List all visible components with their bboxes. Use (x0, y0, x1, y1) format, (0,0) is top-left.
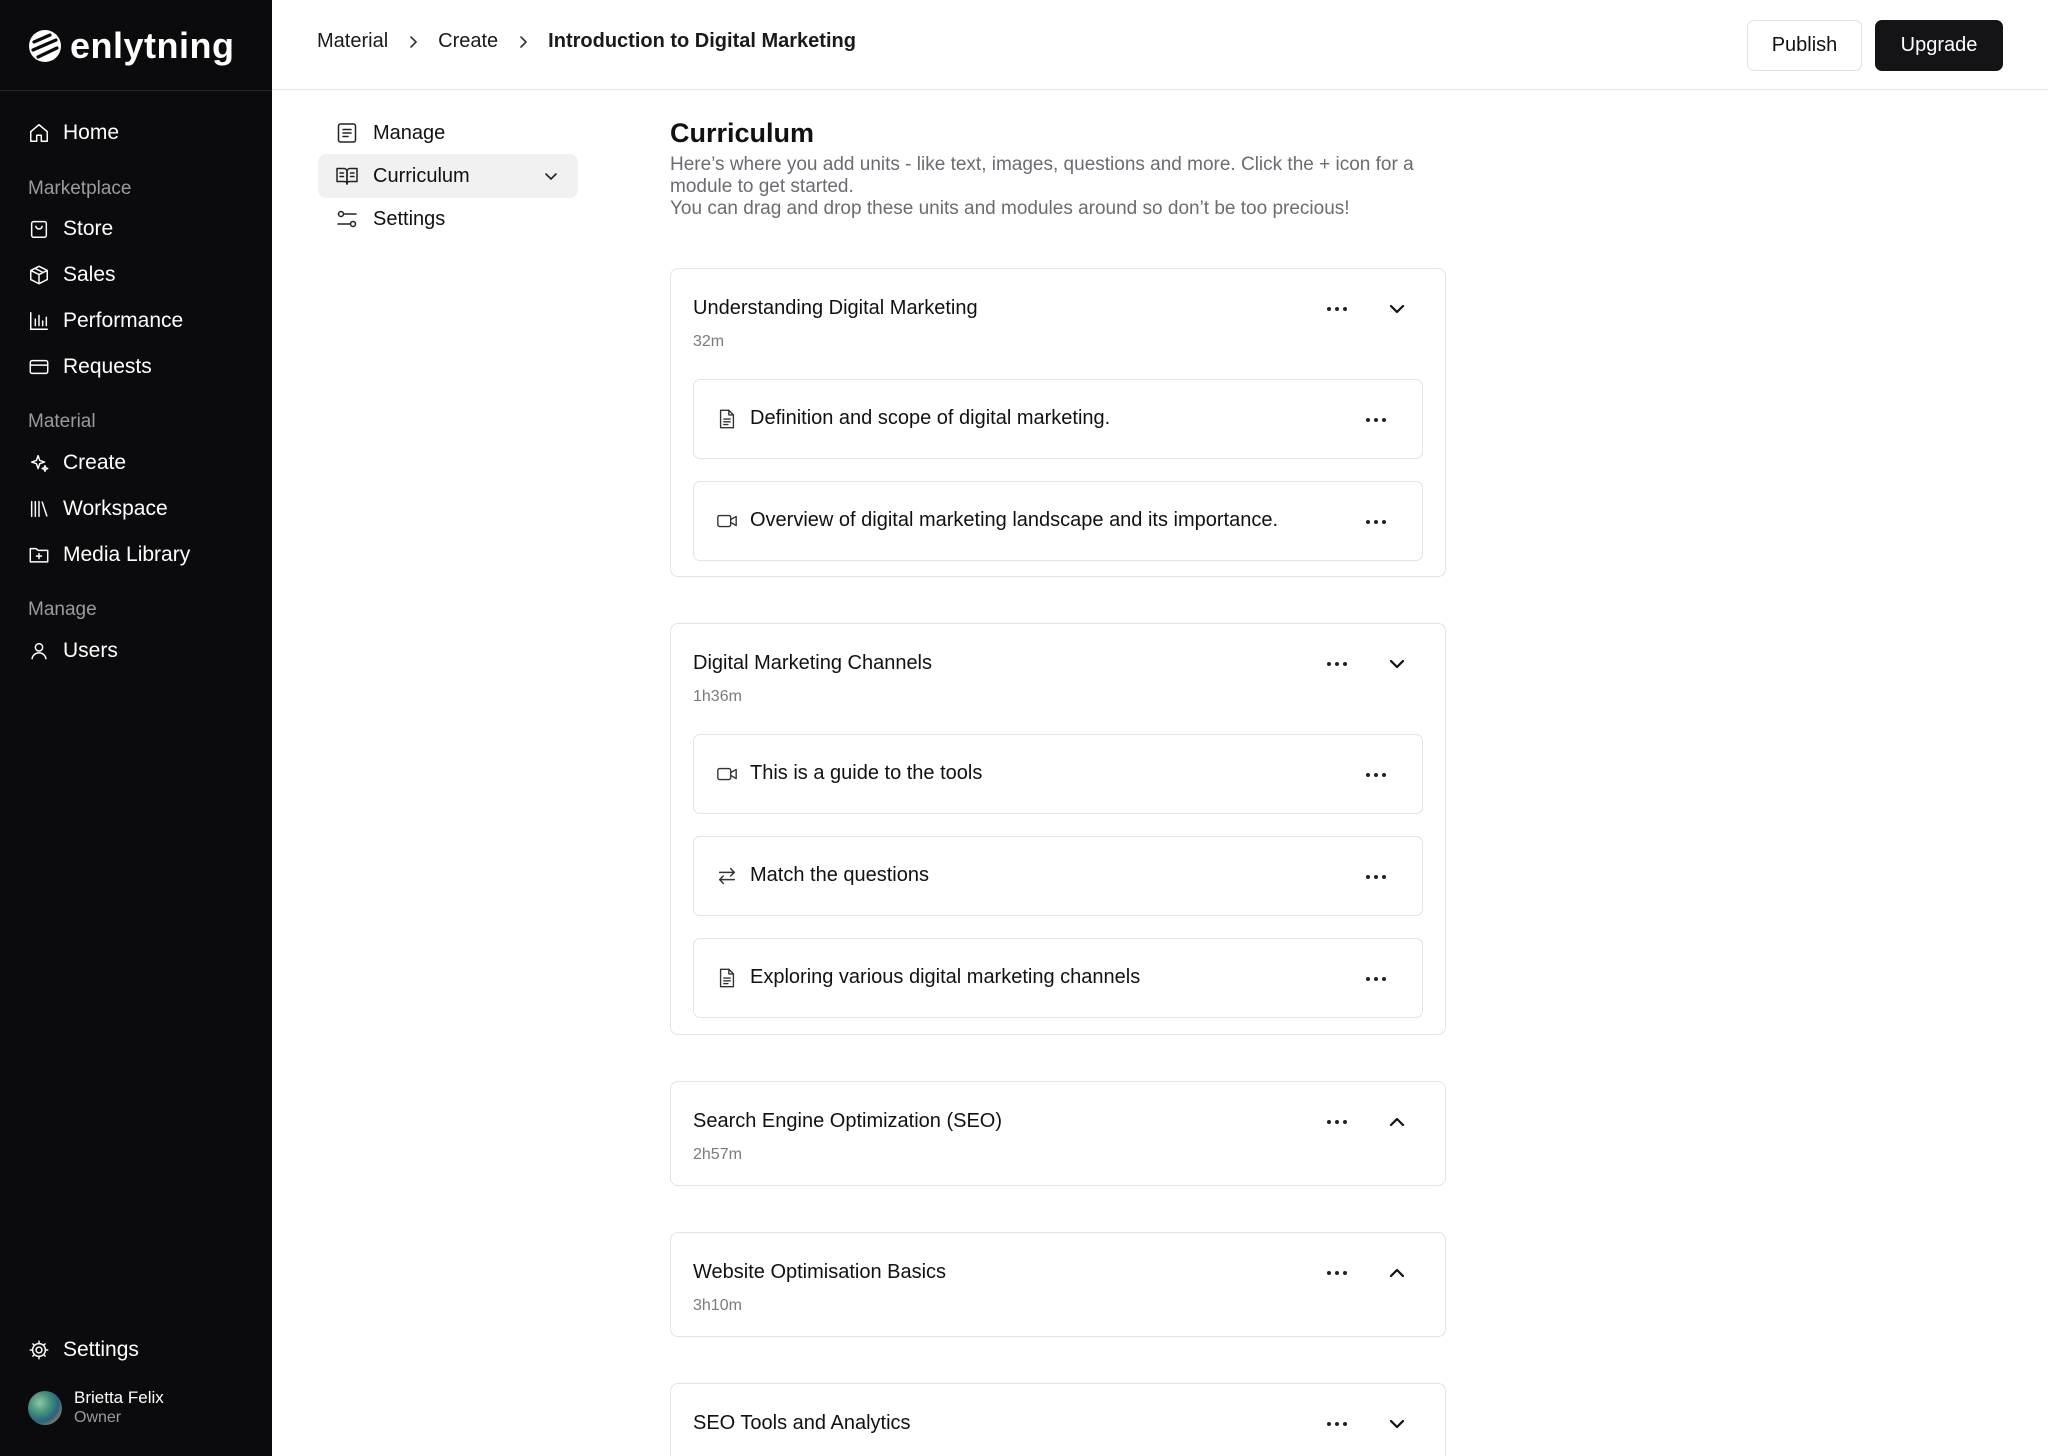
more-horizontal-icon[interactable] (1321, 1261, 1353, 1285)
publish-button[interactable]: Publish (1747, 20, 1862, 71)
unit-title: This is a guide to the tools (750, 762, 983, 784)
logo[interactable] (28, 22, 235, 70)
sidebar-item-label: Create (63, 451, 127, 474)
module-title[interactable]: Digital Marketing Channels (693, 652, 933, 674)
unit-title: Match the questions (750, 864, 929, 886)
module-title[interactable]: Search Engine Optimization (SEO) (693, 1110, 1003, 1132)
sidebar-item-requests[interactable] (28, 349, 152, 385)
unit-title: Overview of digital marketing landscape and its importance. (750, 509, 1279, 531)
credit-card-icon (28, 356, 50, 378)
sidebar-item-label: Media Library (63, 543, 191, 566)
more-horizontal-icon[interactable] (1321, 297, 1353, 321)
user-profile[interactable] (28, 1388, 164, 1428)
more-horizontal-icon[interactable] (1360, 408, 1392, 432)
more-horizontal-icon[interactable] (1360, 967, 1392, 991)
sidebar-item-label: Store (63, 217, 114, 240)
chevron-up-icon[interactable] (1385, 1261, 1409, 1285)
home-icon (28, 122, 50, 144)
breadcrumb-item-create[interactable]: Create (438, 30, 499, 52)
arrows-swap-icon (716, 865, 738, 887)
unit-item[interactable] (693, 481, 1423, 561)
chevron-down-icon[interactable] (1385, 297, 1409, 321)
subnav-item-manage[interactable] (318, 111, 578, 155)
unit-item[interactable] (693, 836, 1423, 916)
module-title[interactable]: Understanding Digital Marketing (693, 297, 978, 319)
module-card[interactable] (670, 1383, 1446, 1456)
module-title[interactable]: SEO Tools and Analytics (693, 1412, 911, 1434)
chevron-down-icon[interactable] (1385, 652, 1409, 676)
chevron-down-icon[interactable] (542, 167, 560, 185)
subnav-item-curriculum[interactable] (318, 154, 578, 198)
module-duration: 1h36m (693, 688, 742, 705)
breadcrumb (317, 30, 856, 53)
page-description (670, 154, 1470, 220)
sidebar-item-sales[interactable] (28, 257, 116, 293)
sidebar-group-marketplace: Marketplace (28, 178, 132, 199)
subnav-item-label: Manage (373, 121, 446, 144)
sidebar-item-label: Home (63, 121, 120, 144)
chevron-right-icon (514, 33, 532, 51)
more-horizontal-icon[interactable] (1321, 652, 1353, 676)
module-card[interactable] (670, 1232, 1446, 1337)
document-icon (716, 408, 738, 430)
folder-plus-icon (28, 544, 50, 566)
more-horizontal-icon[interactable] (1360, 865, 1392, 889)
list-document-icon (335, 121, 359, 145)
sidebar-item-create[interactable] (28, 445, 126, 481)
subnav-item-label: Curriculum (373, 164, 470, 187)
module-card[interactable] (670, 623, 1446, 1035)
top-bar (272, 0, 2048, 90)
sidebar-item-label: Workspace (63, 497, 168, 520)
unit-item[interactable] (693, 379, 1423, 459)
user-icon (28, 640, 50, 662)
module-title[interactable]: Website Optimisation Basics (693, 1261, 947, 1283)
sidebar-item-label: Sales (63, 263, 116, 286)
subnav-item-label: Settings (373, 207, 446, 230)
unit-item[interactable] (693, 734, 1423, 814)
sidebar-divider (0, 90, 272, 91)
bar-chart-icon (28, 310, 50, 332)
more-horizontal-icon[interactable] (1321, 1110, 1353, 1134)
library-icon (28, 498, 50, 520)
chevron-down-icon[interactable] (1385, 1412, 1409, 1436)
more-horizontal-icon[interactable] (1360, 763, 1392, 787)
breadcrumb-item-current: Introduction to Digital Marketing (548, 30, 856, 52)
video-icon (716, 763, 738, 785)
sidebar-item-label: Requests (63, 355, 152, 378)
sidebar-item-settings[interactable] (28, 1332, 139, 1368)
logo-text: enlytning (70, 25, 235, 66)
sidebar-item-workspace[interactable] (28, 491, 168, 527)
box-icon (28, 264, 50, 286)
user-role: Owner (74, 1409, 122, 1426)
sidebar (0, 0, 272, 1456)
subnav-item-settings[interactable] (318, 197, 578, 241)
sidebar-group-manage: Manage (28, 599, 97, 620)
chevron-right-icon (404, 33, 422, 51)
gear-icon (28, 1339, 50, 1361)
description-line-1: Here’s where you add units - like text, images, questions and more. Click the + icon for a module to get started. (670, 154, 1414, 197)
sidebar-item-users[interactable] (28, 633, 118, 669)
video-icon (716, 510, 738, 532)
sidebar-item-label: Settings (63, 1338, 139, 1361)
unit-title: Definition and scope of digital marketing. (750, 407, 1111, 429)
breadcrumb-item-material[interactable]: Material (317, 30, 389, 52)
user-name: Brietta Felix (74, 1388, 164, 1407)
upgrade-button[interactable]: Upgrade (1875, 20, 2003, 71)
sidebar-item-home[interactable] (28, 115, 119, 151)
sparkles-icon (28, 452, 50, 474)
sidebar-item-label: Performance (63, 309, 184, 332)
module-card[interactable] (670, 1081, 1446, 1186)
unit-title: Exploring various digital marketing channels (750, 966, 1141, 988)
sliders-icon (335, 207, 359, 231)
open-book-icon (335, 164, 359, 188)
unit-item[interactable] (693, 938, 1423, 1018)
module-card[interactable] (670, 268, 1446, 577)
sidebar-group-material: Material (28, 411, 96, 432)
module-duration: 32m (693, 333, 725, 350)
shopping-bag-icon (28, 218, 50, 240)
sidebar-item-label: Users (63, 639, 118, 662)
description-line-2: You can drag and drop these units and modules around so don’t be too precious! (670, 198, 1350, 219)
avatar (28, 1391, 62, 1425)
logo-mark-icon (28, 29, 62, 63)
document-icon (716, 967, 738, 989)
module-duration: 3h10m (693, 1297, 742, 1314)
page-title: Curriculum (670, 118, 815, 148)
module-duration: 2h57m (693, 1146, 742, 1163)
sidebar-item-store[interactable] (28, 211, 113, 247)
chevron-up-icon[interactable] (1385, 1110, 1409, 1134)
sidebar-item-performance[interactable] (28, 303, 183, 339)
more-horizontal-icon[interactable] (1360, 510, 1392, 534)
more-horizontal-icon[interactable] (1321, 1412, 1353, 1436)
sidebar-item-media-library[interactable] (28, 537, 190, 573)
